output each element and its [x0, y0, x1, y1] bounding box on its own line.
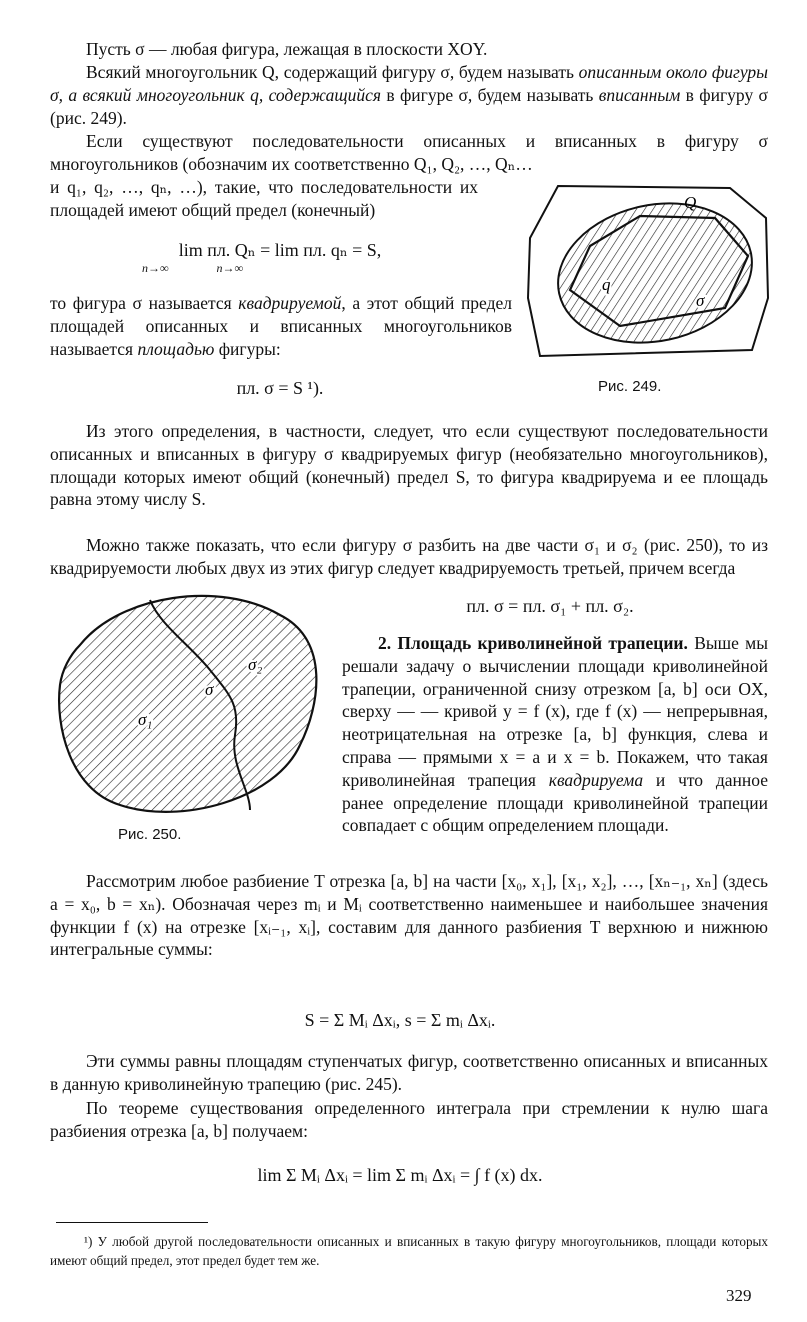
paragraph-10: По теореме существования определенного интеграла при стремлении к нулю шага разбиения отрезка [a, b] получаем: [50, 1098, 768, 1141]
fig250-figure-sigma [59, 596, 316, 812]
p2-text-d: вписанным [598, 84, 681, 105]
p7-text-c: и что данное ранее определение площади криволинейной трапеции совпадает с общим определением площади. [342, 769, 769, 836]
paragraph-7 [342, 632, 768, 837]
figure-249 [520, 178, 778, 368]
footnote-rule [56, 1222, 208, 1223]
fig249-label-Q: Q [684, 193, 697, 212]
fig250-label-sigma2: σ₂ [248, 655, 263, 674]
formula-integral-sums: S = Σ Mᵢ Δxᵢ, s = Σ mᵢ Δxᵢ. [304, 1010, 496, 1030]
paragraph-5: Из этого определения, в частности, следует, что если существуют последовательности описанных и вписанных в фигуру σ квадрируемых фигур (необязательно многоугольников), площади которых имеют общий (конечный) предел S, то фигура квадрируема и ее площадь равна этому числу S. [50, 421, 768, 510]
formula-limit-main: lim пл. Qₙ = lim пл. qₙ = S, [178, 240, 382, 260]
p4-text-a: то фигура σ называется [50, 293, 239, 313]
paragraph-9: Эти суммы равны площадям ступенчатых фигур, соответственно описанных и вписанных в данную криволинейную трапецию (рис. 245). [50, 1051, 768, 1094]
formula-limit [130, 240, 430, 276]
formula-limit-sub: n→∞ n→∞ [142, 261, 244, 275]
p7-text-a: Выше мы решали задачу о вычислении площади криволинейной трапеции, ограниченной снизу отрезком [a, b] оси OX, сверху — — кривой y = f (x), где f (x) — непрерывная, неотрицательная на отрезке [a, b] функция, слева и справа — прямыми x = a и x = b. Покажем, что такая криволинейная трапеция [342, 633, 768, 790]
fig250-label-sigma1: σ₁ [138, 710, 153, 729]
p7-text-b: квадрируема [548, 769, 644, 790]
p7-heading: 2. Площадь криволинейной трапеции. [378, 633, 688, 653]
p4-text-c: , а этот общий предел площадей описанных и вписанных многоугольников называется [50, 293, 512, 359]
formula-limit-integral: lim Σ Mᵢ Δxᵢ = lim Σ mᵢ Δxᵢ = ∫ f (x) dx. [257, 1165, 543, 1185]
p4-text-d: площадью [137, 338, 215, 359]
paragraph-3b: и q₁, q₂, …, qₙ, …), такие, что последовательности их площадей имеют общий предел (конечный) [50, 177, 478, 220]
fig249-caption: Рис. 249. [598, 378, 662, 395]
paragraph-4 [50, 292, 512, 360]
formula-sum-areas: пл. σ = пл. σ₁ + пл. σ₂. [466, 596, 634, 616]
fig250-caption: Рис. 250. [118, 826, 182, 843]
fig249-label-q: q [602, 275, 611, 294]
paragraph-8: Рассмотрим любое разбиение T отрезка [a, b] на части [x₀, x₁], [x₁, x₂], …, [xₙ₋₁, xₙ] (здесь a = x₀, b = xₙ). Обозначая через mᵢ и Mᵢ соответственно наименьшее и наибольшее значения функции f (x) на отрезке [xᵢ₋₁, xᵢ], составим для данного разбиения T верхнюю и нижнюю интегральные суммы: [50, 871, 768, 960]
paragraph-3a: Если существуют последовательности описанных и вписанных в фигуру σ многоугольников (обозначим их соответственно Q₁, Q₂, …, Qₙ… [50, 131, 768, 174]
p4-text-e: фигуры: [214, 338, 281, 359]
paragraph-6: Можно также показать, что если фигуру σ разбить на две части σ₁ и σ₂ (рис. 250), то из квадрируемости любых двух из этих фигур следует квадрируемость третьей, причем всегда [50, 535, 768, 578]
p4-text-b: квадрируемой [238, 293, 342, 313]
formula-area: пл. σ = S ¹). [236, 378, 324, 398]
figure-250 [50, 585, 325, 825]
p2-text-c: в фигуре σ, будем называть [380, 84, 599, 105]
p2-text-e: в фигуру σ (рис. 249). [50, 84, 768, 128]
paragraph-1: Пусть σ — любая фигура, лежащая в плоскости XOY. [86, 39, 488, 59]
fig249-label-sigma: σ [696, 291, 705, 310]
page-number: 329 [726, 1286, 752, 1305]
paragraph-2 [50, 61, 768, 129]
fig250-label-sigma: σ [205, 680, 214, 699]
p2-text-a: Всякий многоугольник Q, содержащий фигуру σ, будем называть [86, 62, 579, 82]
footnote: ¹) У любой другой последовательности описанных и вписанных в такую фигуру многоугольников, площади которых имеют общий предел, этот предел будет тем же. [50, 1234, 768, 1268]
p2-text-b: описанным около фигуры σ, а всякий многоугольник q, содержащийся [50, 62, 768, 105]
